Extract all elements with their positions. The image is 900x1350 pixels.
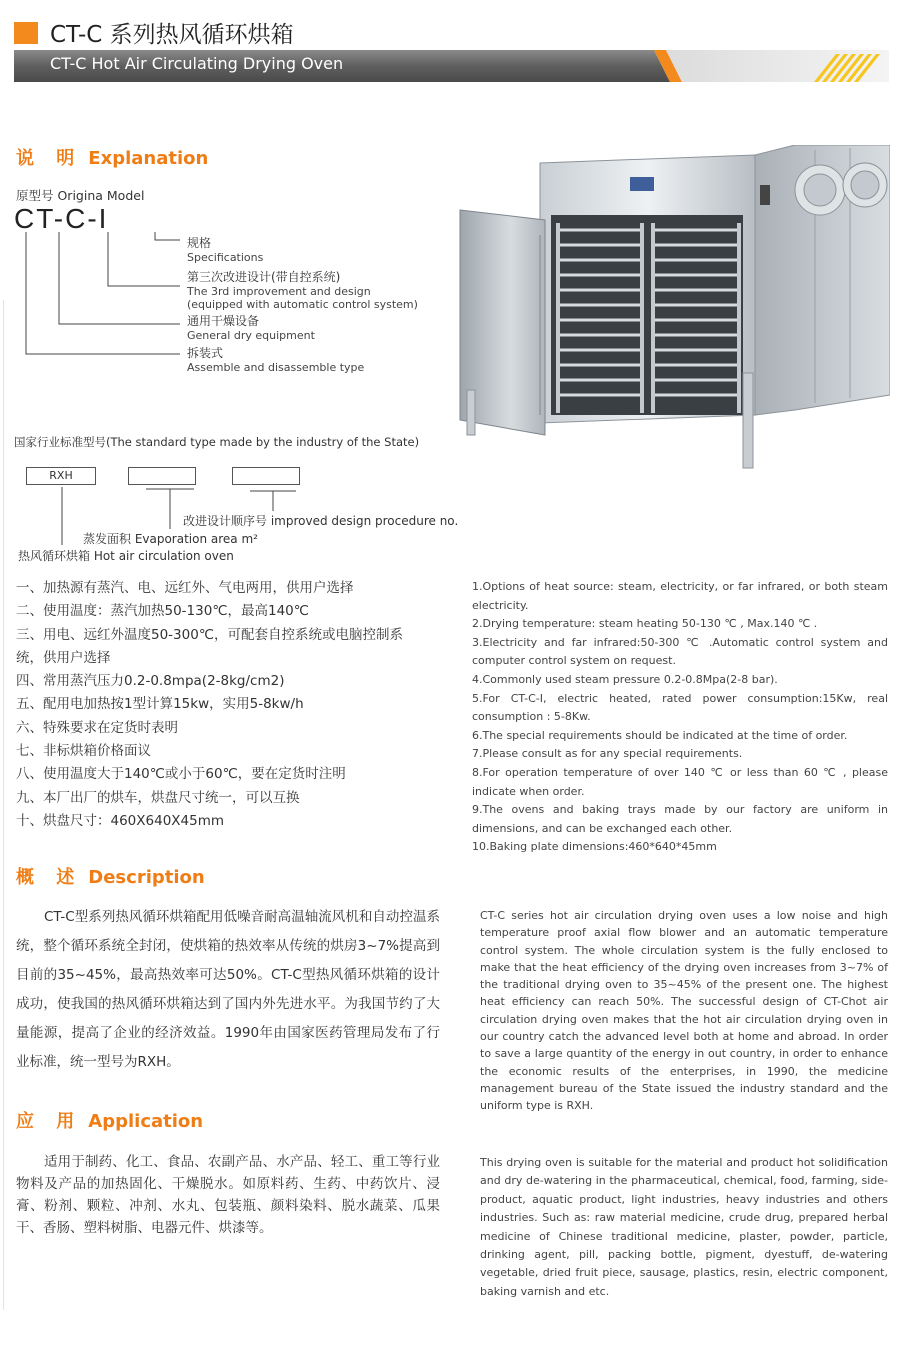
cn-item: 三、用电、远红外温度50-300℃，可配套自控系统或电脑控制系 <box>16 626 403 643</box>
header-orange-square <box>14 22 38 44</box>
part-improvement-cn: 第三次改进设计(带自控系统) <box>187 270 341 284</box>
cn-item: 六、特殊要求在定货时表明 <box>16 719 178 736</box>
drying-oven-illustration <box>455 145 890 475</box>
description-heading <box>16 863 205 889</box>
explanation-heading-en: Explanation <box>88 148 209 169</box>
model-code: CT-C-I <box>14 203 109 234</box>
model-label: 原型号 Origina Model <box>16 188 145 203</box>
part-general-cn: 通用干燥设备 <box>187 314 260 328</box>
explanation-heading <box>16 144 208 170</box>
margin-rule <box>3 300 4 1310</box>
en-item: 4.Commonly used steam pressure 0.2-0.8Mpa(2-8 bar). <box>472 672 778 686</box>
page-title-cn: CT-C 系列热风循环烘箱 <box>50 22 294 48</box>
part-general-en: General dry equipment <box>187 329 315 342</box>
model-part-general <box>187 312 315 342</box>
application-heading-en: Application <box>88 1111 204 1132</box>
part-improvement-en: The 3rd improvement and design <box>187 285 371 298</box>
standard-part-oven: 热风循环烘箱 Hot air circulation oven <box>18 549 234 563</box>
en-item: 6.The special requirements should be indicated at the time of order. <box>472 728 848 742</box>
cn-item: 四、常用蒸汽压力0.2-0.8mpa(2-8kg/cm2) <box>16 673 285 690</box>
en-item: 8.For operation temperature of over 140 ℃ or less than 60 ℃ , please indicate when order. <box>472 765 888 798</box>
standard-code-box: RXH <box>26 467 96 485</box>
cn-item: 九、本厂出厂的烘车，烘盘尺寸统一，可以互换 <box>16 789 300 806</box>
model-tree-lines <box>0 230 200 360</box>
en-item: 2.Drying temperature: steam heating 50-130 ℃ , Max.140 ℃ . <box>472 617 818 631</box>
cn-item: 十、烘盘尺寸：460X640X45mm <box>16 812 225 829</box>
standard-part-procedure: 改进设计顺序号 improved design procedure no. <box>183 514 459 528</box>
standard-procedure-box <box>232 467 300 485</box>
application-heading-cn: 应 用 <box>16 1111 83 1132</box>
application-heading <box>16 1107 203 1133</box>
standard-part-area: 蒸发面积 Evaporation area m² <box>83 532 258 546</box>
en-item: 1.Options of heat source: steam, electricity, or far infrared, or both steam electricity. <box>472 580 888 612</box>
cn-item: 五、配用电加热按1型计算15kw，实用5-8kw/h <box>16 696 304 713</box>
part-improvement-en2: (equipped with automatic control system) <box>187 298 418 311</box>
description-heading-en: Description <box>88 867 205 888</box>
page-title-en: CT-C Hot Air Circulating Drying Oven <box>50 54 344 73</box>
model-part-spec <box>187 234 263 264</box>
en-item: 7.Please consult as for any special requirements. <box>472 747 743 761</box>
explanation-heading-cn: 说 明 <box>16 148 83 169</box>
description-cn-text: CT-C型系列热风循环烘箱配用低噪音耐高温轴流风机和自动控温系统，整个循环系统全封闭，使烘箱的热效率从传统的烘房3~7%提高到目前的35~45%，最高热效率可达50%。CT-C型热风循环烘箱的设计成功，使我国的热风循环烘箱达到了国内外先进水平。为我国节约了大量能源，提高了企业的经济效益。1990年由国家医药管理局发布了行业标准，统一型号为RXH。 <box>16 909 440 1070</box>
cn-item: 统，供用户选择 <box>16 649 111 666</box>
standard-area-box <box>128 467 196 485</box>
description-heading-cn: 概 述 <box>16 867 83 888</box>
explanation-en-list <box>472 578 888 857</box>
model-part-assemble <box>187 344 364 374</box>
standard-label: 国家行业标准型号(The standard type made by the industry of the State) <box>14 435 420 449</box>
cn-item: 二、使用温度：蒸汽加热50-130℃，最高140℃ <box>16 603 309 620</box>
part-assemble-cn: 拆装式 <box>187 346 224 360</box>
description-en-text: CT-C series hot air circulation drying oven uses a low noise and high temperature proof axial flow blower and an automatic temperature control system. The whole circulation system is the fully enclosed to make that the heat efficiency of the drying oven increases from 3~7% of the traditional drying oven to 35~45% of the present one. The highest heat efficiency can reach 50%. The successful design of CT-Chot air circulation drying oven makes that the hot air circulation drying oven in our country catch the advanced level both at home and abroad. In order to save a large quantity of the energy in out country, in order to enhance the economic results of the enterprises, in 1990, the medicine management bureau of the State issued the industry standard and the uniform type is RXH. <box>480 909 888 1113</box>
explanation-cn-list <box>16 577 456 833</box>
part-assemble-en: Assemble and disassemble type <box>187 361 365 374</box>
en-item: 10.Baking plate dimensions:460*640*45mm <box>472 840 717 854</box>
application-en-text: This drying oven is suitable for the material and product hot solidification and dry de-watering in the pharmaceutical, chemical, food, farming, side-product, aquatic product, light industries, heavy industries and others industries. Such as: raw material medicine, crude drug, prepared herbal medicine of Chinese traditional medicine, plaster, powder, particle, drinking agent, pill, packing bottle, pigment, dyestuff, de-watering vegetable, dried fruit piece, sausage, plastics, resin, electric component, baking varnish and etc. <box>480 1156 888 1298</box>
application-cn-text: 适用于制药、化工、食品、农副产品、水产品、轻工、重工等行业物料及产品的加热固化、干燥脱水。如原料药、生药、中药饮片、浸膏、粉剂、颗粒、冲剂、水丸、包装瓶、颜料染料、脱水蔬菜、瓜果干、香肠、塑料树脂、电器元件、烘漆等。 <box>16 1154 440 1236</box>
en-item: 9.The ovens and baking trays made by our factory are uniform in dimensions, and can be exchanged each other. <box>472 803 888 835</box>
model-part-improvement <box>187 268 418 311</box>
en-item: 5.For CT-C-I, electric heated, rated power consumption:15Kw, real consumption : 5-8Kw. <box>472 691 888 724</box>
cn-item: 八、使用温度大于140℃或小于60℃，要在定货时注明 <box>16 766 346 783</box>
cn-item: 一、加热源有蒸汽、电、远红外、气电两用，供用户选择 <box>16 580 354 596</box>
cn-item: 七、非标烘箱价格面议 <box>16 743 151 760</box>
en-item: 3.Electricity and far infrared:50-300 ℃ .Automatic control system and computer control system on request. <box>472 635 888 668</box>
part-spec-cn: 规格 <box>187 236 212 250</box>
part-spec-en: Specifications <box>187 251 264 264</box>
